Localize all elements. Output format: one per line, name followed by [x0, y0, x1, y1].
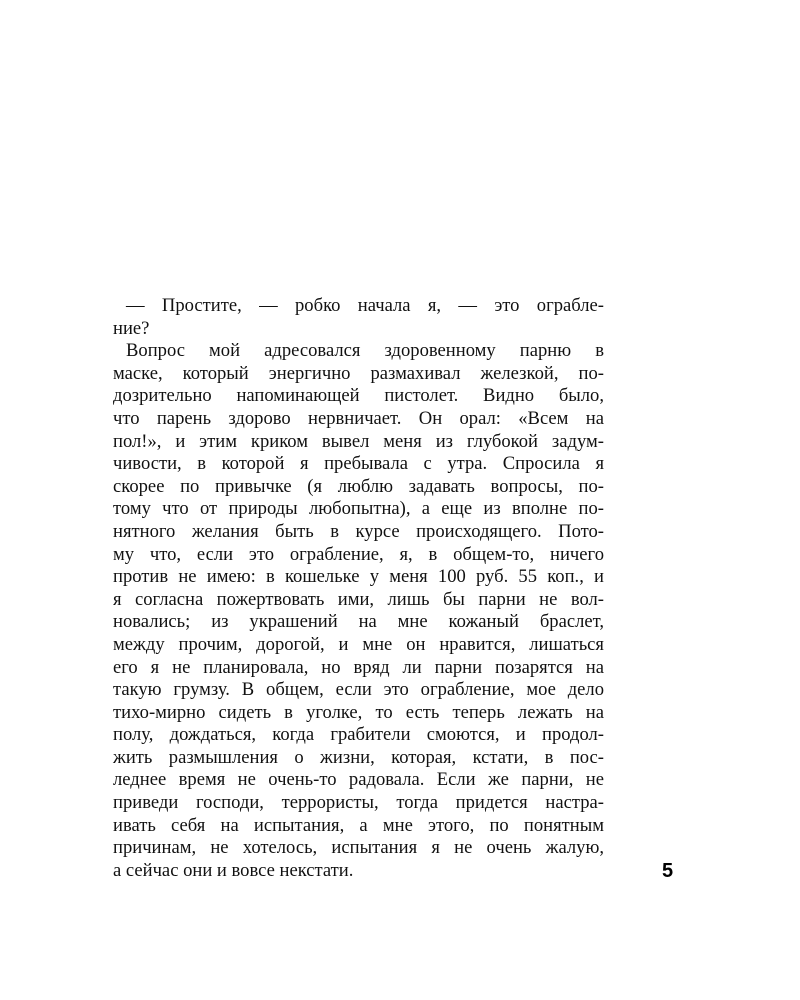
body-text	[113, 295, 604, 882]
text-line: что парень здорово нервничает. Он орал: «Всем на	[113, 407, 604, 429]
text-line: такую грумзу. В общем, если это ограбление, мое дело	[113, 679, 604, 701]
text-line: тому что от природы любопытна), а еще из вполне по-	[113, 498, 604, 520]
text-line: тихо-мирно сидеть в уголке, то есть теперь лежать на	[113, 701, 604, 723]
text-line: ние?	[113, 317, 150, 339]
text-line: а сейчас они и вовсе некстати.	[113, 859, 354, 881]
page-number: 5	[662, 860, 674, 882]
text-line: леднее время не очень-то радовала. Если же парни, не	[113, 769, 604, 791]
text-line: приведи господи, террористы, тогда придется настра-	[113, 792, 604, 814]
text-line: Вопрос мой адресовался здоровенному парню в	[126, 340, 604, 362]
text-line: маске, который энергично размахивал железкой, по-	[113, 362, 604, 384]
text-line: его я не планировала, но вряд ли парни позарятся на	[113, 656, 604, 678]
text-line: му что, если это ограбление, я, в общем-то, ничего	[113, 543, 604, 565]
text-line: пол!», и этим криком вывел меня из глубокой задум-	[113, 430, 604, 452]
text-line: против не имею: в кошельке у меня 100 руб. 55 коп., и	[113, 566, 604, 588]
text-line: ивать себя на испытания, а мне этого, по понятным	[113, 814, 604, 836]
text-line: — Простите, — робко начала я, — это ограбле-	[126, 295, 604, 316]
text-line: чивости, в которой я пребывала с утра. Спросила я	[113, 453, 604, 475]
text-line: причинам, не хотелось, испытания я не очень жалую,	[113, 837, 604, 859]
text-line: я согласна пожертвовать ими, лишь бы парни не вол-	[113, 588, 604, 610]
text-line: полу, дождаться, когда грабители смоются, и продол-	[113, 724, 604, 746]
text-line: дозрительно напоминающей пистолет. Видно было,	[113, 385, 604, 407]
text-line: новались; из украшений на мне кожаный браслет,	[113, 611, 604, 633]
text-line: жить размышления о жизни, которая, кстати, в пос-	[113, 746, 604, 768]
text-line: между прочим, дорогой, и мне он нравится, лишаться	[113, 633, 604, 655]
text-line: скорее по привычке (я люблю задавать вопросы, по-	[113, 475, 604, 497]
text-line: нятного желания быть в курсе происходящего. Пото-	[113, 520, 604, 542]
